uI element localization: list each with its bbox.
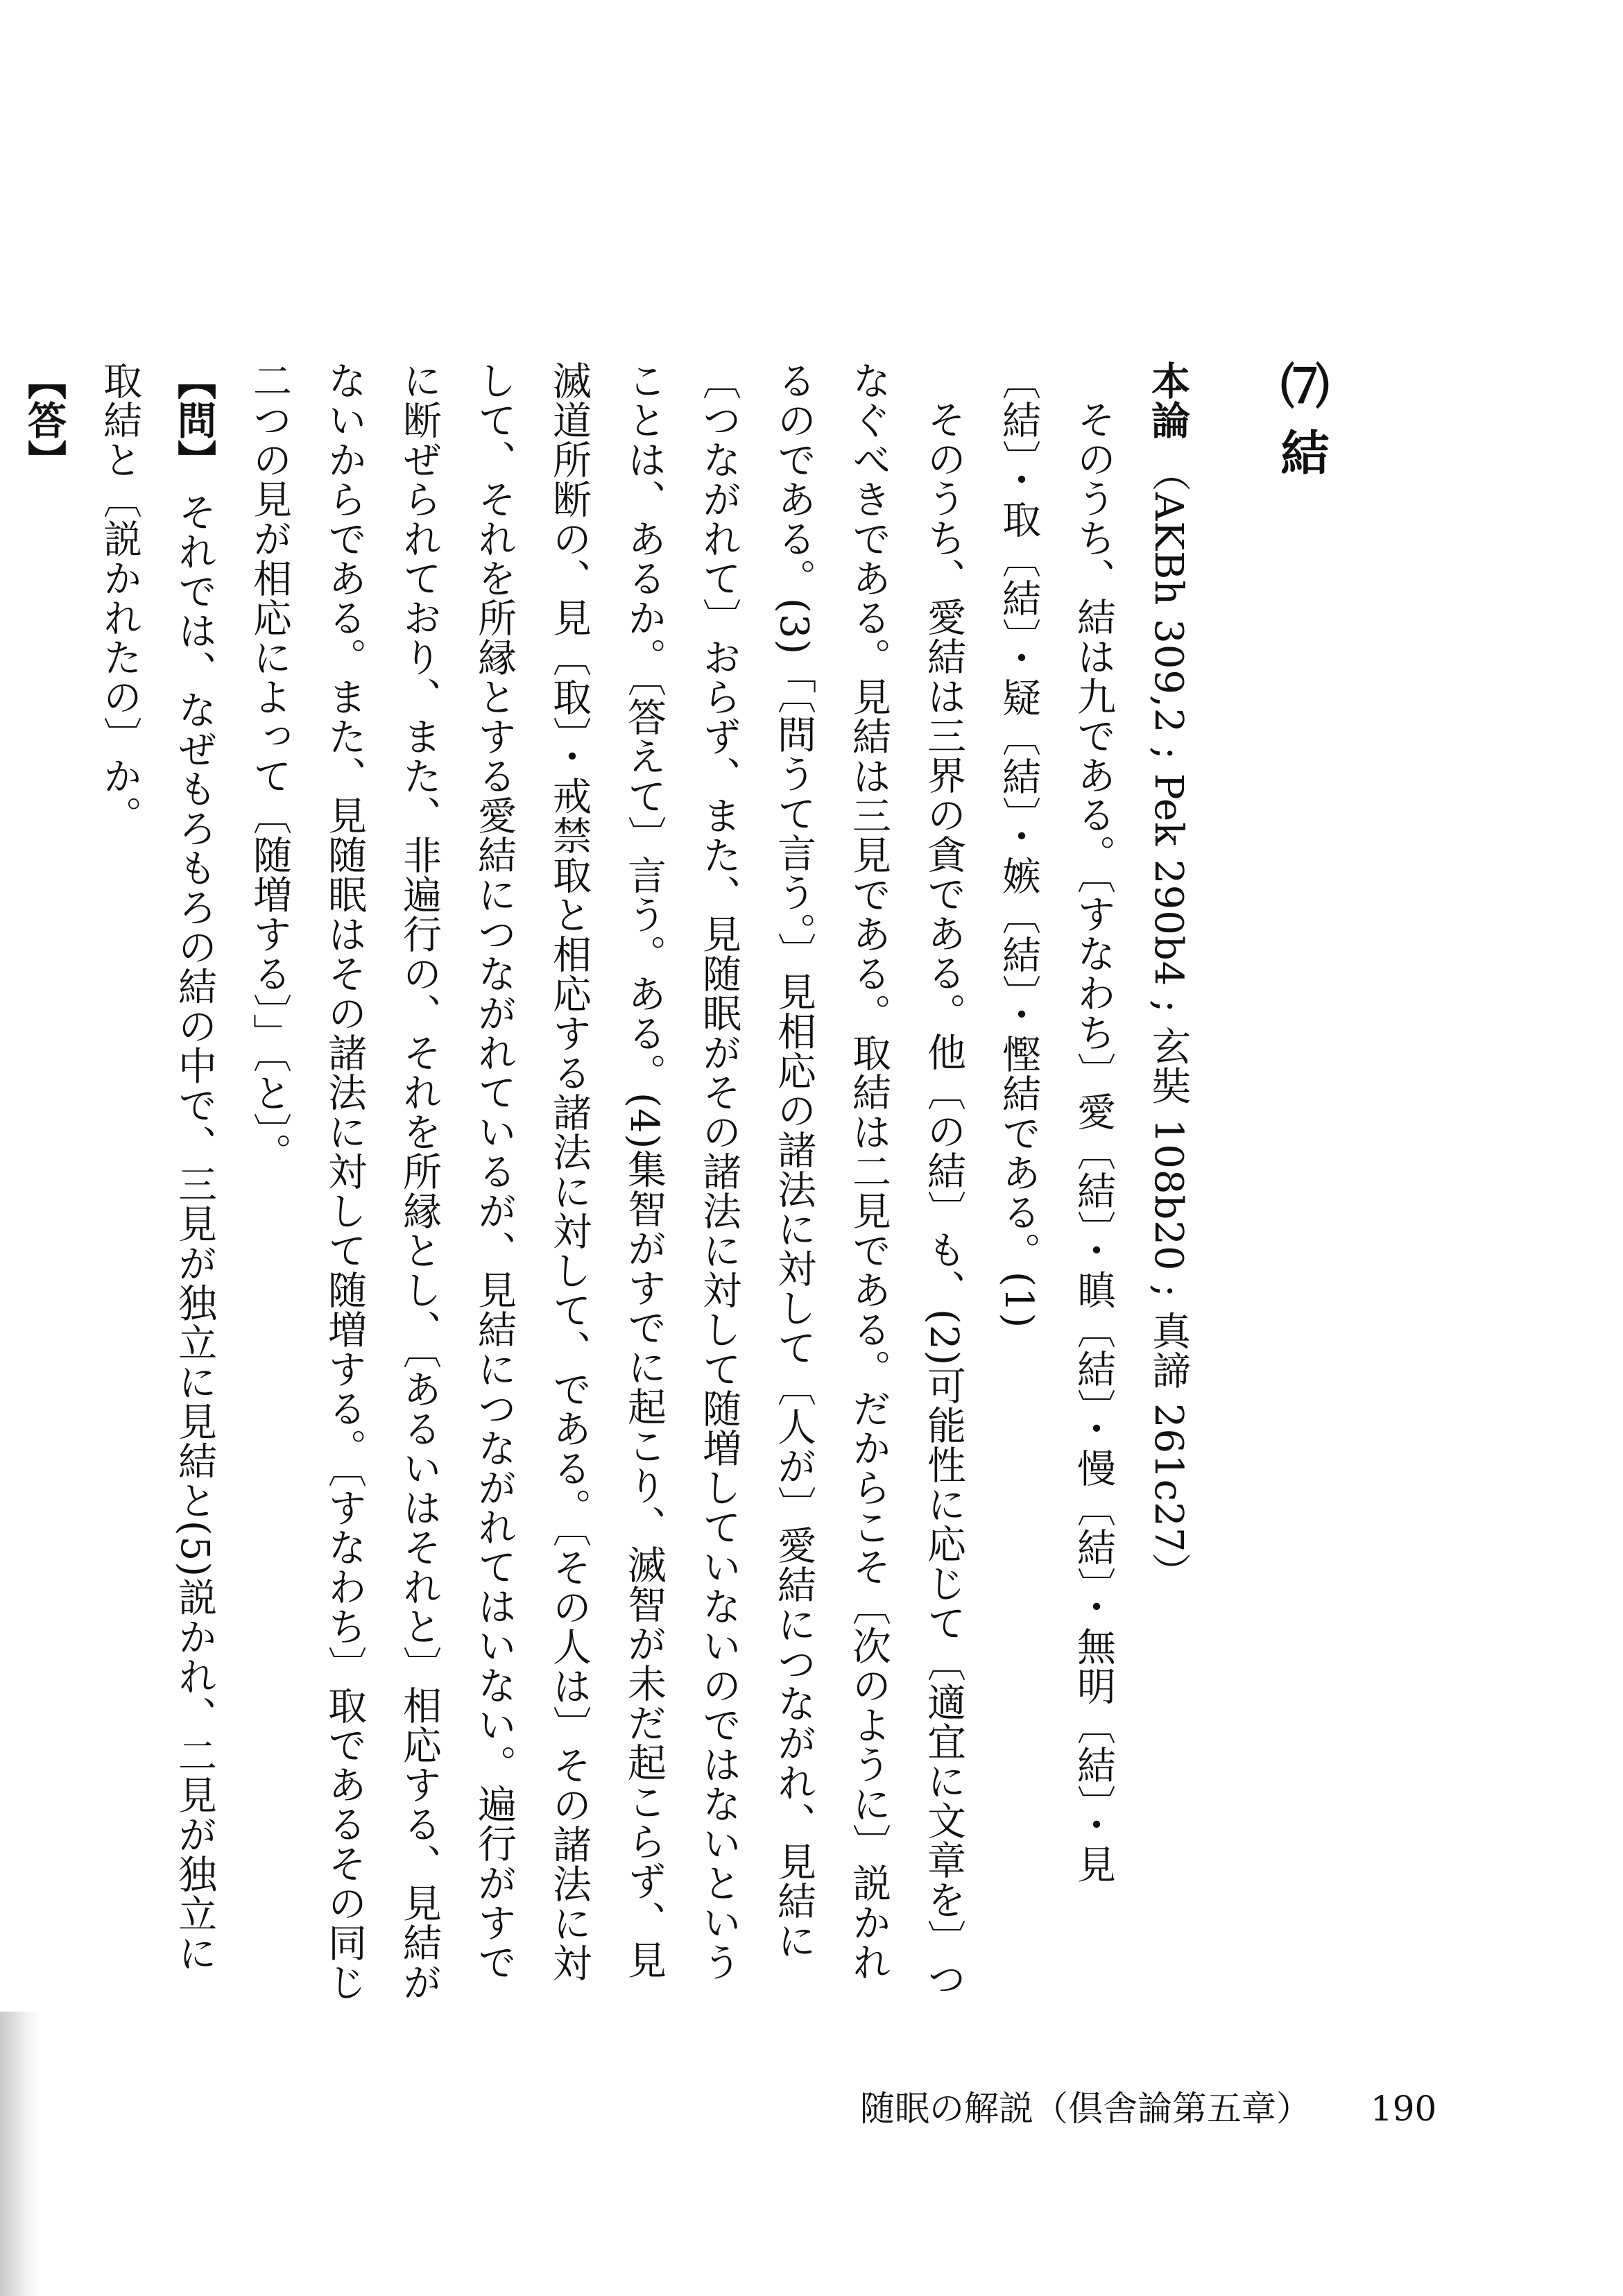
page-footer	[860, 2081, 1436, 2131]
source-citation: （AKBh 309,2 ; Pek 290b4 ; 玄奘 108b20 ; 真諦 261c27）	[1146, 452, 1191, 1593]
source-line	[1131, 361, 1205, 2012]
question-marker: 【問】	[171, 361, 217, 479]
question-text: それでは、なぜもろもろの結の中で、三見が独立に見結と(5)説かれ、二見が独立に取結と〔説かれたの〕か。	[97, 361, 217, 1973]
running-title: 随眠の解説（倶舎論第五章）	[860, 2089, 1311, 2129]
paragraph-explanation: そのうち、愛結は三界の貪である。他〔の結〕も、(2)可能性に応じて〔適宜に文章を〕つなぐべきである。見結は三見である。取結は二見である。だからこそ〔次のように〕説かれるのである。(3)「〔問うて言う。〕見相応の諸法に対して〔人が〕愛結につながれ、見結に〔つながれて〕おらず、また、見随眠がその諸法に対して随増していないのではないということは、あるか。〔答えて〕言う。ある。(4)集智がすでに起こり、滅智が未だ起こらず、見滅道所断の、見〔取〕・戒禁取と相応する諸法に対して、である。〔その人は〕その諸法に対して、それを所縁とする愛結につながれているが、見結につながれてはいない。遍行がすでに断ぜられており、また、非遍行の、それを所縁とし、〔あるいはそれと〕相応する、見結がないからである。また、見随眠はその諸法に対して随増する。〔すなわち〕取であるその同じ二つの見が相応によって〔随増する〕」〔と〕。	[247, 361, 966, 2002]
page-edge-shadow	[0, 2012, 42, 2296]
verse-line	[0, 361, 7, 2012]
answer-marker: 【答】	[22, 361, 67, 479]
paragraph-enumeration: そのうち、結は九である。〔すなわち〕愛〔結〕・瞋〔結〕・慢〔結〕・無明〔結〕・見〔結〕・取〔結〕・疑〔結〕・嫉〔結〕・慳結である。(1)	[996, 361, 1116, 1884]
question-block	[82, 361, 232, 2012]
vertical-text-body	[0, 361, 1339, 2012]
section-heading: ⑺ 結	[1273, 361, 1330, 477]
source-label: 本論	[1145, 361, 1191, 440]
page-number: 190	[1370, 2089, 1437, 2129]
